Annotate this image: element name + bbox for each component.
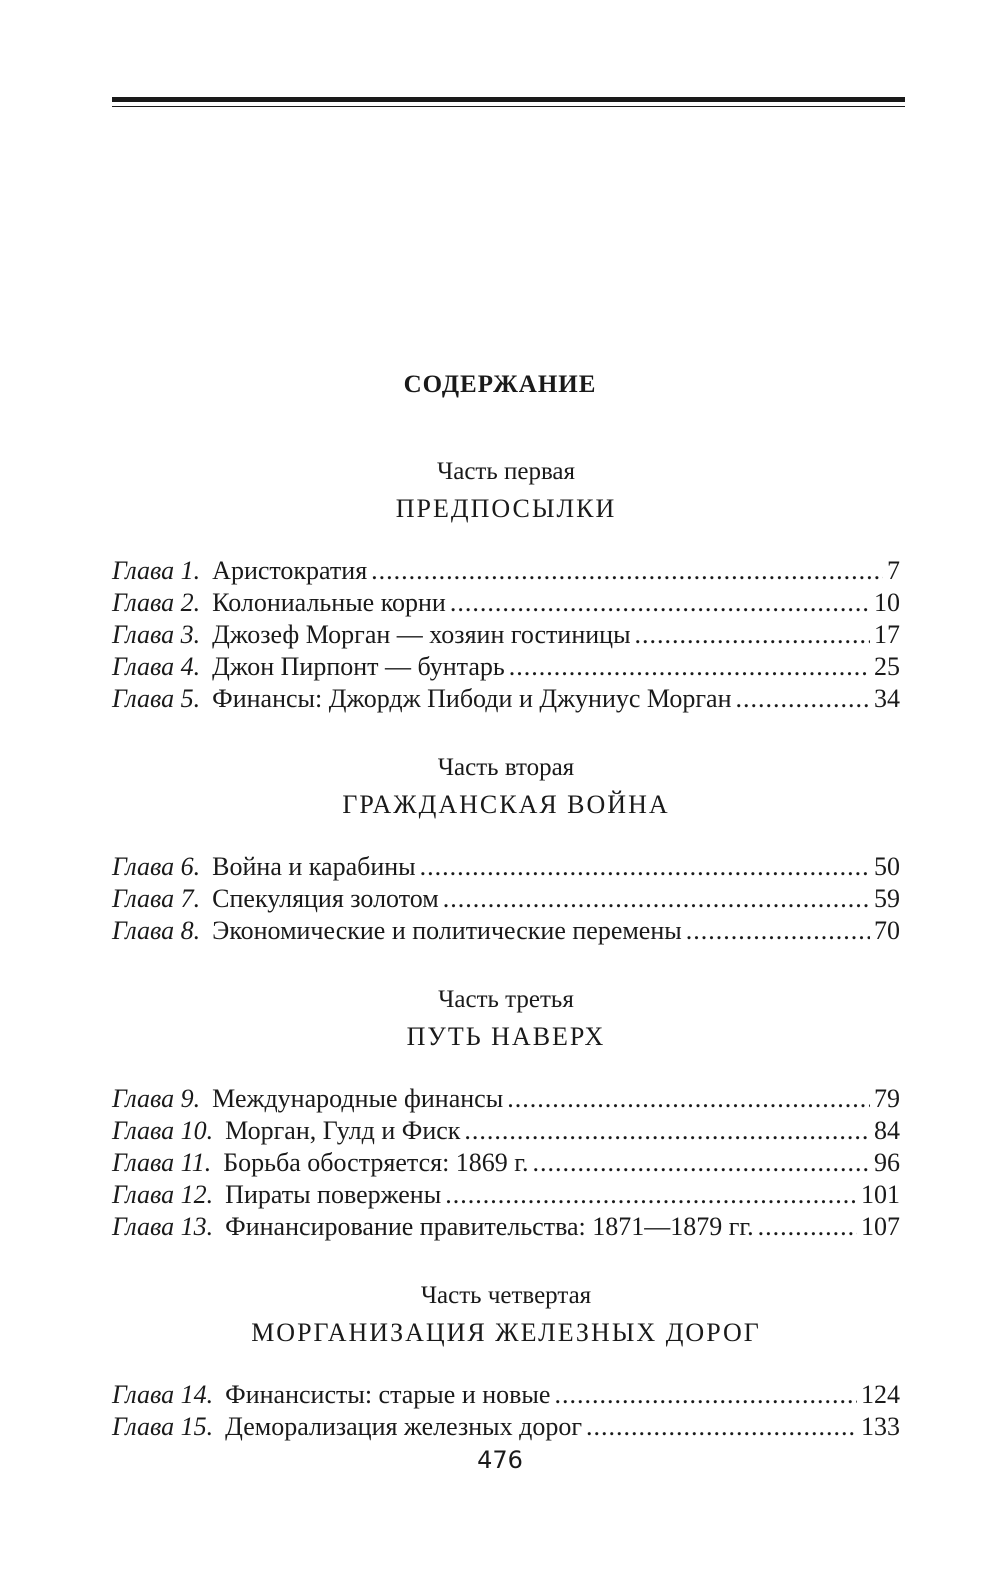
chapter-title: Финансы: Джордж Пибоди и Джуниус Морган [212, 684, 732, 713]
chapter-entry [112, 1147, 900, 1179]
chapter-label: Глава 9. [112, 1084, 201, 1113]
chapter-entry [112, 683, 900, 715]
part-heading [112, 1279, 900, 1353]
chapter-page: 101 [861, 1180, 900, 1209]
header-rule-thin [112, 106, 905, 107]
chapter-page: 70 [874, 916, 900, 945]
chapter-label: Глава 3. [112, 620, 201, 649]
chapter-page: 25 [874, 652, 900, 681]
dot-leader [420, 851, 870, 883]
chapter-page: 79 [874, 1084, 900, 1113]
chapter-entry [112, 1411, 900, 1443]
chapter-page: 124 [861, 1380, 900, 1409]
chapter-title: Деморализация железных дорог [225, 1412, 583, 1441]
chapter-entry [112, 555, 900, 587]
dot-leader [509, 651, 870, 683]
chapter-entry [112, 619, 900, 651]
dot-leader [371, 555, 883, 587]
chapter-label: Глава 15. [112, 1412, 214, 1441]
chapter-entry [112, 587, 900, 619]
chapter-page: 133 [861, 1412, 900, 1441]
chapter-entry [112, 915, 900, 947]
page-title: СОДЕРЖАНИЕ [403, 371, 597, 398]
part-heading [112, 455, 900, 529]
chapter-entry [112, 1211, 900, 1243]
table-of-contents [112, 455, 900, 1479]
chapter-title: Джон Пирпонт — бунтарь [212, 652, 505, 681]
chapter-label: Глава 7. [112, 884, 201, 913]
part-name: МОРГАНИЗАЦИЯ ЖЕЛЕЗНЫХ ДОРОГ [251, 1318, 761, 1347]
chapter-label: Глава 5. [112, 684, 201, 713]
chapter-entry [112, 651, 900, 683]
chapter-list [112, 1083, 900, 1243]
chapter-title: Финансисты: старые и новые [225, 1380, 551, 1409]
chapter-label: Глава 10. [112, 1116, 214, 1145]
chapter-title: Джозеф Морган — хозяин гостиницы [212, 620, 631, 649]
chapter-title: Пираты повержены [225, 1180, 442, 1209]
chapter-entry [112, 1379, 900, 1411]
chapter-title: Борьба обостряется: 1869 г. [223, 1148, 529, 1177]
dot-leader [464, 1115, 870, 1147]
dot-leader [686, 915, 870, 947]
part-name: ПРЕДПОСЫЛКИ [395, 494, 617, 523]
chapter-entry [112, 883, 900, 915]
dot-leader [635, 619, 870, 651]
chapter-label: Глава 2. [112, 588, 201, 617]
chapter-list [112, 1379, 900, 1443]
chapter-entry [112, 1115, 900, 1147]
chapter-label: Глава 1. [112, 556, 201, 585]
chapter-label: Глава 11. [112, 1148, 212, 1177]
header-rule [112, 97, 905, 107]
dot-leader [533, 1147, 870, 1179]
dot-leader [586, 1411, 857, 1443]
chapter-page: 7 [887, 556, 900, 585]
dot-leader [554, 1379, 857, 1411]
dot-leader [445, 1179, 857, 1211]
chapter-entry [112, 851, 900, 883]
chapter-title: Морган, Гулд и Фиск [225, 1116, 461, 1145]
chapter-label: Глава 6. [112, 852, 201, 881]
chapter-title: Международные финансы [212, 1084, 504, 1113]
part-label: Часть первая [436, 458, 576, 485]
chapter-list [112, 851, 900, 947]
chapter-title: Спекуляция золотом [212, 884, 439, 913]
chapter-page: 107 [861, 1212, 900, 1241]
chapter-title: Аристократия [212, 556, 368, 585]
chapter-label: Глава 4. [112, 652, 201, 681]
chapter-title: Экономические и политические перемены [212, 916, 682, 945]
dot-leader [443, 883, 870, 915]
chapter-label: Глава 14. [112, 1380, 214, 1409]
chapter-page: 10 [874, 588, 900, 617]
chapter-entry [112, 1083, 900, 1115]
chapter-label: Глава 13. [112, 1212, 214, 1241]
chapter-page: 84 [874, 1116, 900, 1145]
part-label: Часть вторая [437, 754, 575, 781]
chapter-title: Финансирование правительства: 1871—1879 гг. [225, 1212, 754, 1241]
part-label: Часть четвертая [420, 1282, 592, 1309]
part-name: ГРАЖДАНСКАЯ ВОЙНА [342, 790, 670, 819]
chapter-page: 17 [874, 620, 900, 649]
chapter-label: Глава 12. [112, 1180, 214, 1209]
chapter-page: 50 [874, 852, 900, 881]
chapter-page: 59 [874, 884, 900, 913]
part-heading [112, 751, 900, 825]
page-number: 476 [477, 1446, 523, 1474]
chapter-entry [112, 1179, 900, 1211]
chapter-page: 96 [874, 1148, 900, 1177]
part-heading [112, 983, 900, 1057]
chapter-title: Война и карабины [212, 852, 416, 881]
header-rule-thick [112, 97, 905, 102]
chapter-list [112, 555, 900, 715]
chapter-title: Колониальные корни [212, 588, 446, 617]
chapter-label: Глава 8. [112, 916, 201, 945]
part-name: ПУТЬ НАВЕРХ [406, 1022, 606, 1051]
dot-leader [758, 1211, 857, 1243]
dot-leader [736, 683, 870, 715]
dot-leader [507, 1083, 870, 1115]
chapter-page: 34 [874, 684, 900, 713]
dot-leader [450, 587, 870, 619]
part-label: Часть третья [438, 986, 574, 1013]
